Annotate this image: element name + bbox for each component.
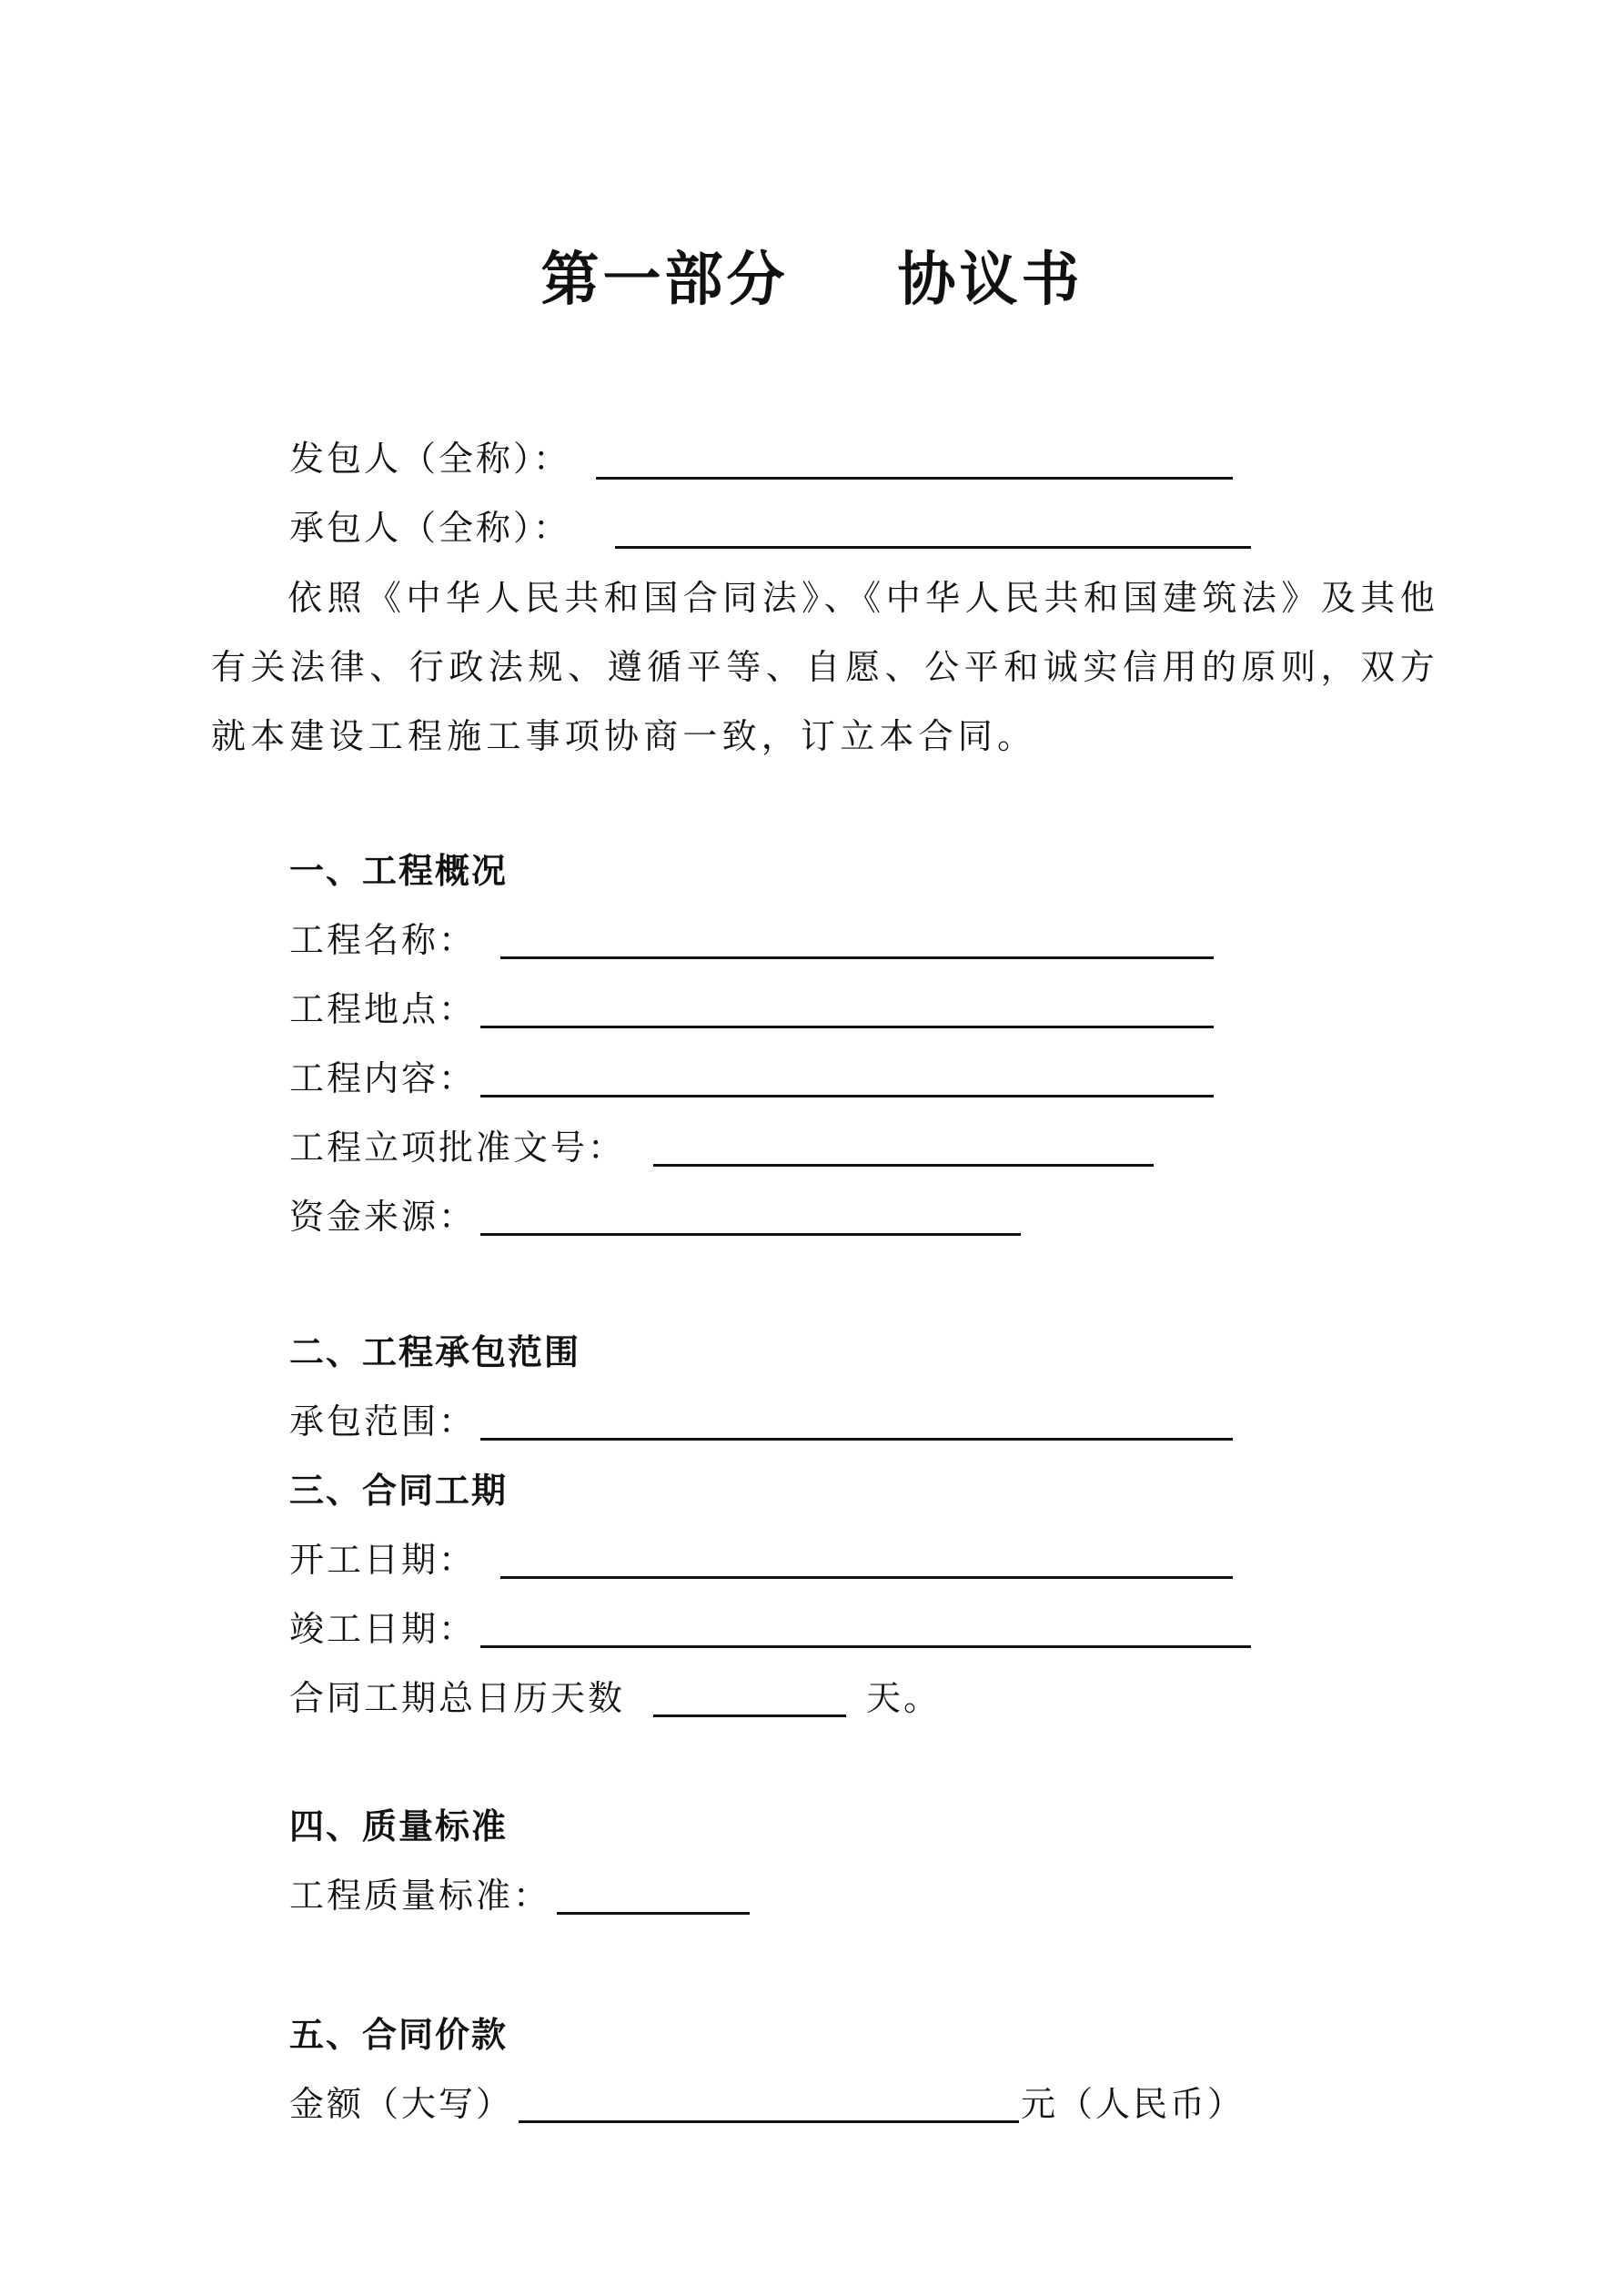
contract-scope-field[interactable] bbox=[480, 1438, 1233, 1441]
amount-field[interactable] bbox=[519, 2120, 1019, 2123]
quality-standard-field[interactable] bbox=[557, 1912, 750, 1915]
page-title bbox=[0, 244, 1624, 317]
total-days-label: 合同工期总日历天数 bbox=[289, 1678, 626, 1718]
intro-paragraph: 依照《中华人民共和国合同法》、《中华人民共和国建筑法》及其他有关法律、行政法规、遵循平等、自愿、公平和诚实信用的原则，双方就本建设工程施工事项协商一致，订立本合同。 bbox=[211, 578, 1439, 756]
section-quality-heading: 四、质量标准 bbox=[289, 1806, 509, 1846]
contract-scope-label: 承包范围： bbox=[289, 1401, 477, 1441]
completion-date-field[interactable] bbox=[480, 1645, 1251, 1648]
project-content-field[interactable] bbox=[480, 1095, 1214, 1097]
project-location-label: 工程地点： bbox=[289, 989, 477, 1029]
section-period-heading: 三、合同工期 bbox=[289, 1471, 509, 1511]
project-name-field[interactable] bbox=[500, 956, 1214, 959]
start-date-label: 开工日期： bbox=[289, 1540, 477, 1580]
project-content-label: 工程内容： bbox=[289, 1058, 477, 1098]
currency-label: 元（人民币） bbox=[1021, 2084, 1246, 2124]
section-scope-heading: 二、工程承包范围 bbox=[289, 1332, 581, 1372]
employer-name-field[interactable] bbox=[596, 477, 1233, 480]
funding-source-field[interactable] bbox=[480, 1233, 1021, 1236]
total-days-field[interactable] bbox=[653, 1714, 846, 1717]
days-unit-label: 天。 bbox=[866, 1678, 942, 1718]
title-name: 协议书 bbox=[897, 247, 1084, 314]
title-part: 第一部分 bbox=[540, 247, 789, 314]
project-location-field[interactable] bbox=[480, 1026, 1214, 1028]
approval-number-field[interactable] bbox=[653, 1164, 1154, 1167]
employer-label: 发包人（全称）： bbox=[289, 439, 571, 479]
contractor-label: 承包人（全称）： bbox=[289, 508, 571, 548]
amount-label: 金额（大写） bbox=[289, 2084, 514, 2124]
approval-number-label: 工程立项批准文号： bbox=[289, 1128, 626, 1168]
start-date-field[interactable] bbox=[500, 1576, 1233, 1579]
quality-standard-label: 工程质量标准： bbox=[289, 1876, 551, 1916]
completion-date-label: 竣工日期： bbox=[289, 1609, 477, 1649]
section-price-heading: 五、合同价款 bbox=[289, 2015, 509, 2055]
contractor-name-field[interactable] bbox=[615, 546, 1251, 549]
section-overview-heading: 一、工程概况 bbox=[289, 851, 509, 891]
funding-source-label: 资金来源： bbox=[289, 1197, 477, 1237]
project-name-label: 工程名称： bbox=[289, 920, 477, 960]
